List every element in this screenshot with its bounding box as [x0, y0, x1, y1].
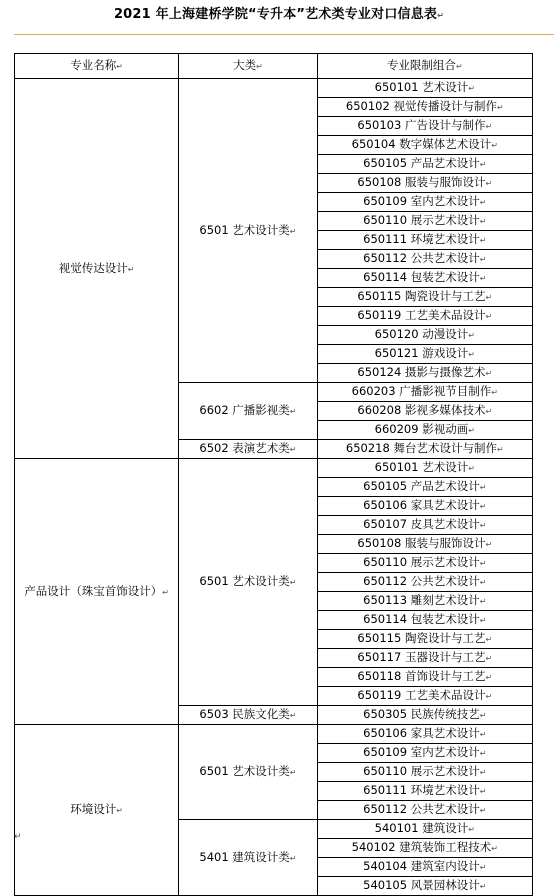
combination-cell: 540102 建筑装饰工程技术↵	[317, 839, 532, 858]
category-cell: 6502 表演艺术类↵	[179, 440, 317, 459]
category-cell: 6501 艺术设计类↵	[179, 725, 317, 820]
combination-cell: 650117 玉器设计与工艺↵	[317, 649, 532, 668]
combination-cell: 650114 包装艺术设计↵	[317, 611, 532, 630]
combination-cell: 650121 游戏设计↵	[317, 345, 532, 364]
major-name-cell: 环境设计↵	[15, 725, 179, 896]
category-cell: 6501 艺术设计类↵	[179, 79, 317, 383]
combination-cell: 650112 公共艺术设计↵	[317, 573, 532, 592]
header-category: 大类↵	[179, 54, 317, 79]
combination-cell: 650111 环境艺术设计↵	[317, 231, 532, 250]
combination-cell: 650119 工艺美术品设计↵	[317, 687, 532, 706]
combination-cell: 650119 工艺美术品设计↵	[317, 307, 532, 326]
category-cell: 5401 建筑设计类↵	[179, 820, 317, 896]
combination-cell: 650124 摄影与摄像艺术↵	[317, 364, 532, 383]
combination-cell: 650110 展示艺术设计↵	[317, 554, 532, 573]
combination-cell: 650120 动漫设计↵	[317, 326, 532, 345]
major-table	[14, 53, 533, 896]
combination-cell: 650101 艺术设计↵	[317, 459, 532, 478]
table-row	[15, 79, 533, 98]
combination-cell: 650109 室内艺术设计↵	[317, 744, 532, 763]
combination-cell: 650305 民族传统技艺↵	[317, 706, 532, 725]
combination-cell: 650115 陶瓷设计与工艺↵	[317, 288, 532, 307]
table-row	[15, 725, 533, 744]
combination-cell: 650103 广告设计与制作↵	[317, 117, 532, 136]
header-combination: 专业限制组合↵	[317, 54, 532, 79]
combination-cell: 650114 包装艺术设计↵	[317, 269, 532, 288]
combination-cell: 650109 室内艺术设计↵	[317, 193, 532, 212]
table-row	[15, 459, 533, 478]
end-paragraph-mark: ↵	[14, 832, 22, 842]
combination-cell: 650218 舞台艺术设计与制作↵	[317, 440, 532, 459]
combination-cell: 650108 服装与服饰设计↵	[317, 535, 532, 554]
combination-cell: 650105 产品艺术设计↵	[317, 478, 532, 497]
table-header-row	[15, 54, 533, 79]
combination-cell: 650106 家具艺术设计↵	[317, 497, 532, 516]
category-cell: 6602 广播影视类↵	[179, 383, 317, 440]
page-title	[0, 4, 558, 26]
header-major: 专业名称↵	[15, 54, 179, 79]
combination-cell: 650112 公共艺术设计↵	[317, 250, 532, 269]
combination-cell: 650101 艺术设计↵	[317, 79, 532, 98]
combination-cell: 650107 皮具艺术设计↵	[317, 516, 532, 535]
combination-cell: 650105 产品艺术设计↵	[317, 155, 532, 174]
combination-cell: 650108 服装与服饰设计↵	[317, 174, 532, 193]
major-name-cell: 视觉传达设计↵	[15, 79, 179, 459]
combination-cell: 540105 风景园林设计↵	[317, 877, 532, 896]
combination-cell: 650110 展示艺术设计↵	[317, 763, 532, 782]
combination-cell: 650112 公共艺术设计↵	[317, 801, 532, 820]
combination-cell: 650102 视觉传播设计与制作↵	[317, 98, 532, 117]
combination-cell: 540101 建筑设计↵	[317, 820, 532, 839]
category-cell: 6503 民族文化类↵	[179, 706, 317, 725]
combination-cell: 660203 广播影视节目制作↵	[317, 383, 532, 402]
combination-cell: 650118 首饰设计与工艺↵	[317, 668, 532, 687]
combination-cell: 650115 陶瓷设计与工艺↵	[317, 630, 532, 649]
paragraph-mark: ↵	[437, 11, 445, 20]
combination-cell: 660209 影视动画↵	[317, 421, 532, 440]
title-text: 2021 年上海建桥学院“专升本”艺术类专业对口信息表	[113, 7, 438, 22]
combination-cell: 650110 展示艺术设计↵	[317, 212, 532, 231]
major-name-cell: 产品设计（珠宝首饰设计）↵	[15, 459, 179, 725]
category-cell: 6501 艺术设计类↵	[179, 459, 317, 706]
combination-cell: 540104 建筑室内设计↵	[317, 858, 532, 877]
title-divider	[14, 34, 554, 35]
combination-cell: 660208 影视多媒体技术↵	[317, 402, 532, 421]
combination-cell: 650104 数字媒体艺术设计↵	[317, 136, 532, 155]
combination-cell: 650113 雕刻艺术设计↵	[317, 592, 532, 611]
table-body	[15, 79, 533, 896]
combination-cell: 650111 环境艺术设计↵	[317, 782, 532, 801]
combination-cell: 650106 家具艺术设计↵	[317, 725, 532, 744]
